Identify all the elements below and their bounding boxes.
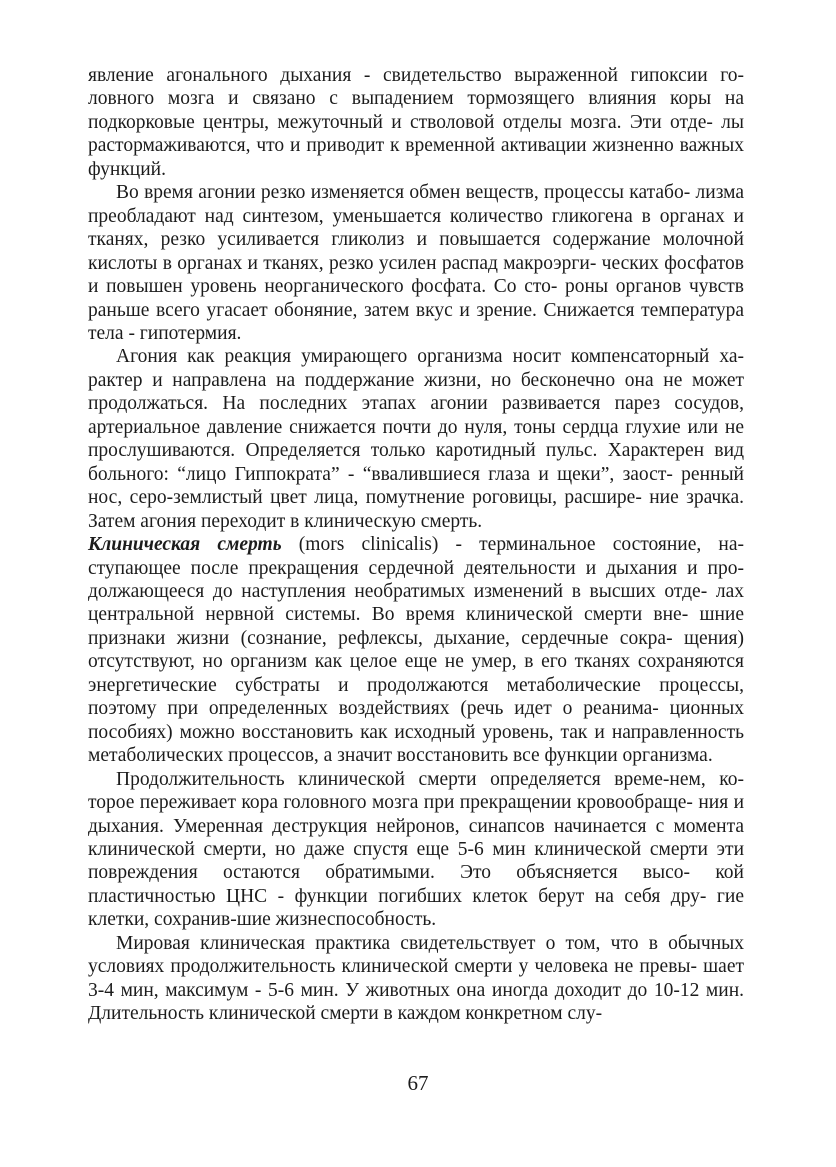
paragraph-line: (mors clinicalis) - терминальное состояние, на- <box>281 534 744 556</box>
paragraph-line: торое переживает кора головного мозга при прекращении кровообраще- <box>88 792 693 814</box>
paragraph-line: ние зрачка. Затем агония переходит в клиническую смерть. <box>88 487 745 532</box>
paragraph-line: момента клинической смерти, но даже спустя еще 5-6 мин клинической <box>88 815 745 860</box>
paragraph-clinical-death <box>88 533 744 768</box>
paragraph-line: органах и тканях, резко усиливается гликолиз и повышается содержание <box>88 205 744 251</box>
paragraph-line: шние признаки жизни (сознание, рефлексы, дыхание, сердечные сокра- <box>88 604 744 649</box>
paragraph-line: подкорковые центры, межуточный и стволовой отделы мозга. Эти отде- <box>88 111 713 133</box>
paragraph-line: артериальное давление снижается почти до нуля, тоны сердца глухие или <box>88 416 719 438</box>
paragraph-line: Во время агонии резко изменяется обмен веществ, процессы катабо- <box>116 182 691 204</box>
paragraph-line: кой пластичностью ЦНС - функции погибших клеток берут на себя дру- <box>88 862 744 907</box>
paragraph-line: Продолжительность клинической смерти определяется време-нем, ко- <box>116 768 744 790</box>
paragraph-line: рактер и направлена на поддержание жизни, но бесконечно она не может <box>88 369 744 391</box>
paragraph-line: ступающее после прекращения сердечной деятельности и дыхания и про- <box>88 557 744 579</box>
paragraph-line: продолжаться. На последних этапах агонии развивается парез сосудов, <box>88 393 744 415</box>
paragraph-line: лизма преобладают над синтезом, уменьшается количество гликогена в <box>88 182 744 227</box>
paragraph-line: 10-12 мин. Длительность клинической смерти в каждом конкретном слу- <box>88 979 745 1025</box>
page-number: 67 <box>407 1071 429 1095</box>
paragraph-line: процессы, поэтому при определенных воздействиях (речь идет о реанима- <box>88 674 745 720</box>
paragraph-line: ческих фосфатов и повышен уровень неорганического фосфата. Со сто- <box>88 252 744 298</box>
paragraph-line: молочной кислоты в органах и тканях, резко усилен распад макроэрги- <box>88 229 744 274</box>
paragraph-line: ловного мозга и связано с выпадением тормозящего влияния коры на <box>88 88 744 110</box>
paragraph-line: ния и дыхания. Умеренная деструкция нейронов, синапсов начинается с <box>88 792 745 837</box>
page-body <box>88 64 744 1026</box>
paragraph-line: лы растормаживаются, что и приводит к временной активации жизненно <box>88 111 745 157</box>
paragraph-metabolism <box>88 181 744 345</box>
paragraph-line: Агония как реакция умирающего организма носит компенсаторный ха- <box>116 346 744 368</box>
paragraph-line: смерти эти повреждения остаются обратимыми. Это объясняется высо- <box>88 838 744 884</box>
paragraph-line: щения) отсутствуют, но организм как целое еще не умер, в его тканях <box>88 627 744 673</box>
paragraph-world-practice <box>88 932 744 1026</box>
paragraph-line: явление агонального дыхания - свидетельство выраженной гипоксии го- <box>88 65 744 86</box>
paragraph-line: функции организма. <box>544 745 713 767</box>
paragraph-line: Мировая клиническая практика свидетельствует о том, что в обычных <box>116 932 744 954</box>
paragraph-line: роны органов чувств раньше всего угасает обоняние, затем вкус и зрение. <box>88 276 744 321</box>
paragraph-line: важных функций. <box>88 135 745 180</box>
paragraph-duration <box>88 768 744 932</box>
clinical-death-term: Клиническая смерть <box>88 534 282 556</box>
paragraph-line: гие клетки, сохранив-шие жизнеспособность. <box>88 885 744 931</box>
paragraph-line: шает 3-4 мин, максимум - 5-6 мин. У животных она иногда доходит до <box>88 956 745 1001</box>
paragraph-line: лах центральной нервной системы. Во время клинической смерти вне- <box>88 580 744 626</box>
paragraph-line: сохраняются энергетические субстраты и продолжаются метаболические <box>88 651 744 696</box>
paragraph-line: ренный нос, серо-землистый цвет лица, помутнение роговицы, расшире- <box>88 463 744 509</box>
paragraph-agonal-breathing <box>88 64 744 181</box>
paragraph-line: ционных пособиях) можно восстановить как исходный уровень, так и <box>88 698 745 743</box>
paragraph-line: условиях продолжительность клинической смерти у человека не превы- <box>88 956 698 978</box>
paragraph-agony-reaction <box>88 345 744 533</box>
paragraph-line: должающееся до наступления необратимых изменений в высших отде- <box>88 580 708 602</box>
paragraph-line: Снижается температура тела - гипотермия. <box>88 299 745 344</box>
paragraph-line: не прослушиваются. Определяется только каротидный пульс. Характерен <box>88 416 745 462</box>
paragraph-line: направленность метаболических процессов, а значит восстановить все <box>88 721 744 767</box>
paragraph-line: вид больного: “лицо Гиппократа” - “ввалившиеся глаза и щеки”, заост- <box>88 440 744 485</box>
